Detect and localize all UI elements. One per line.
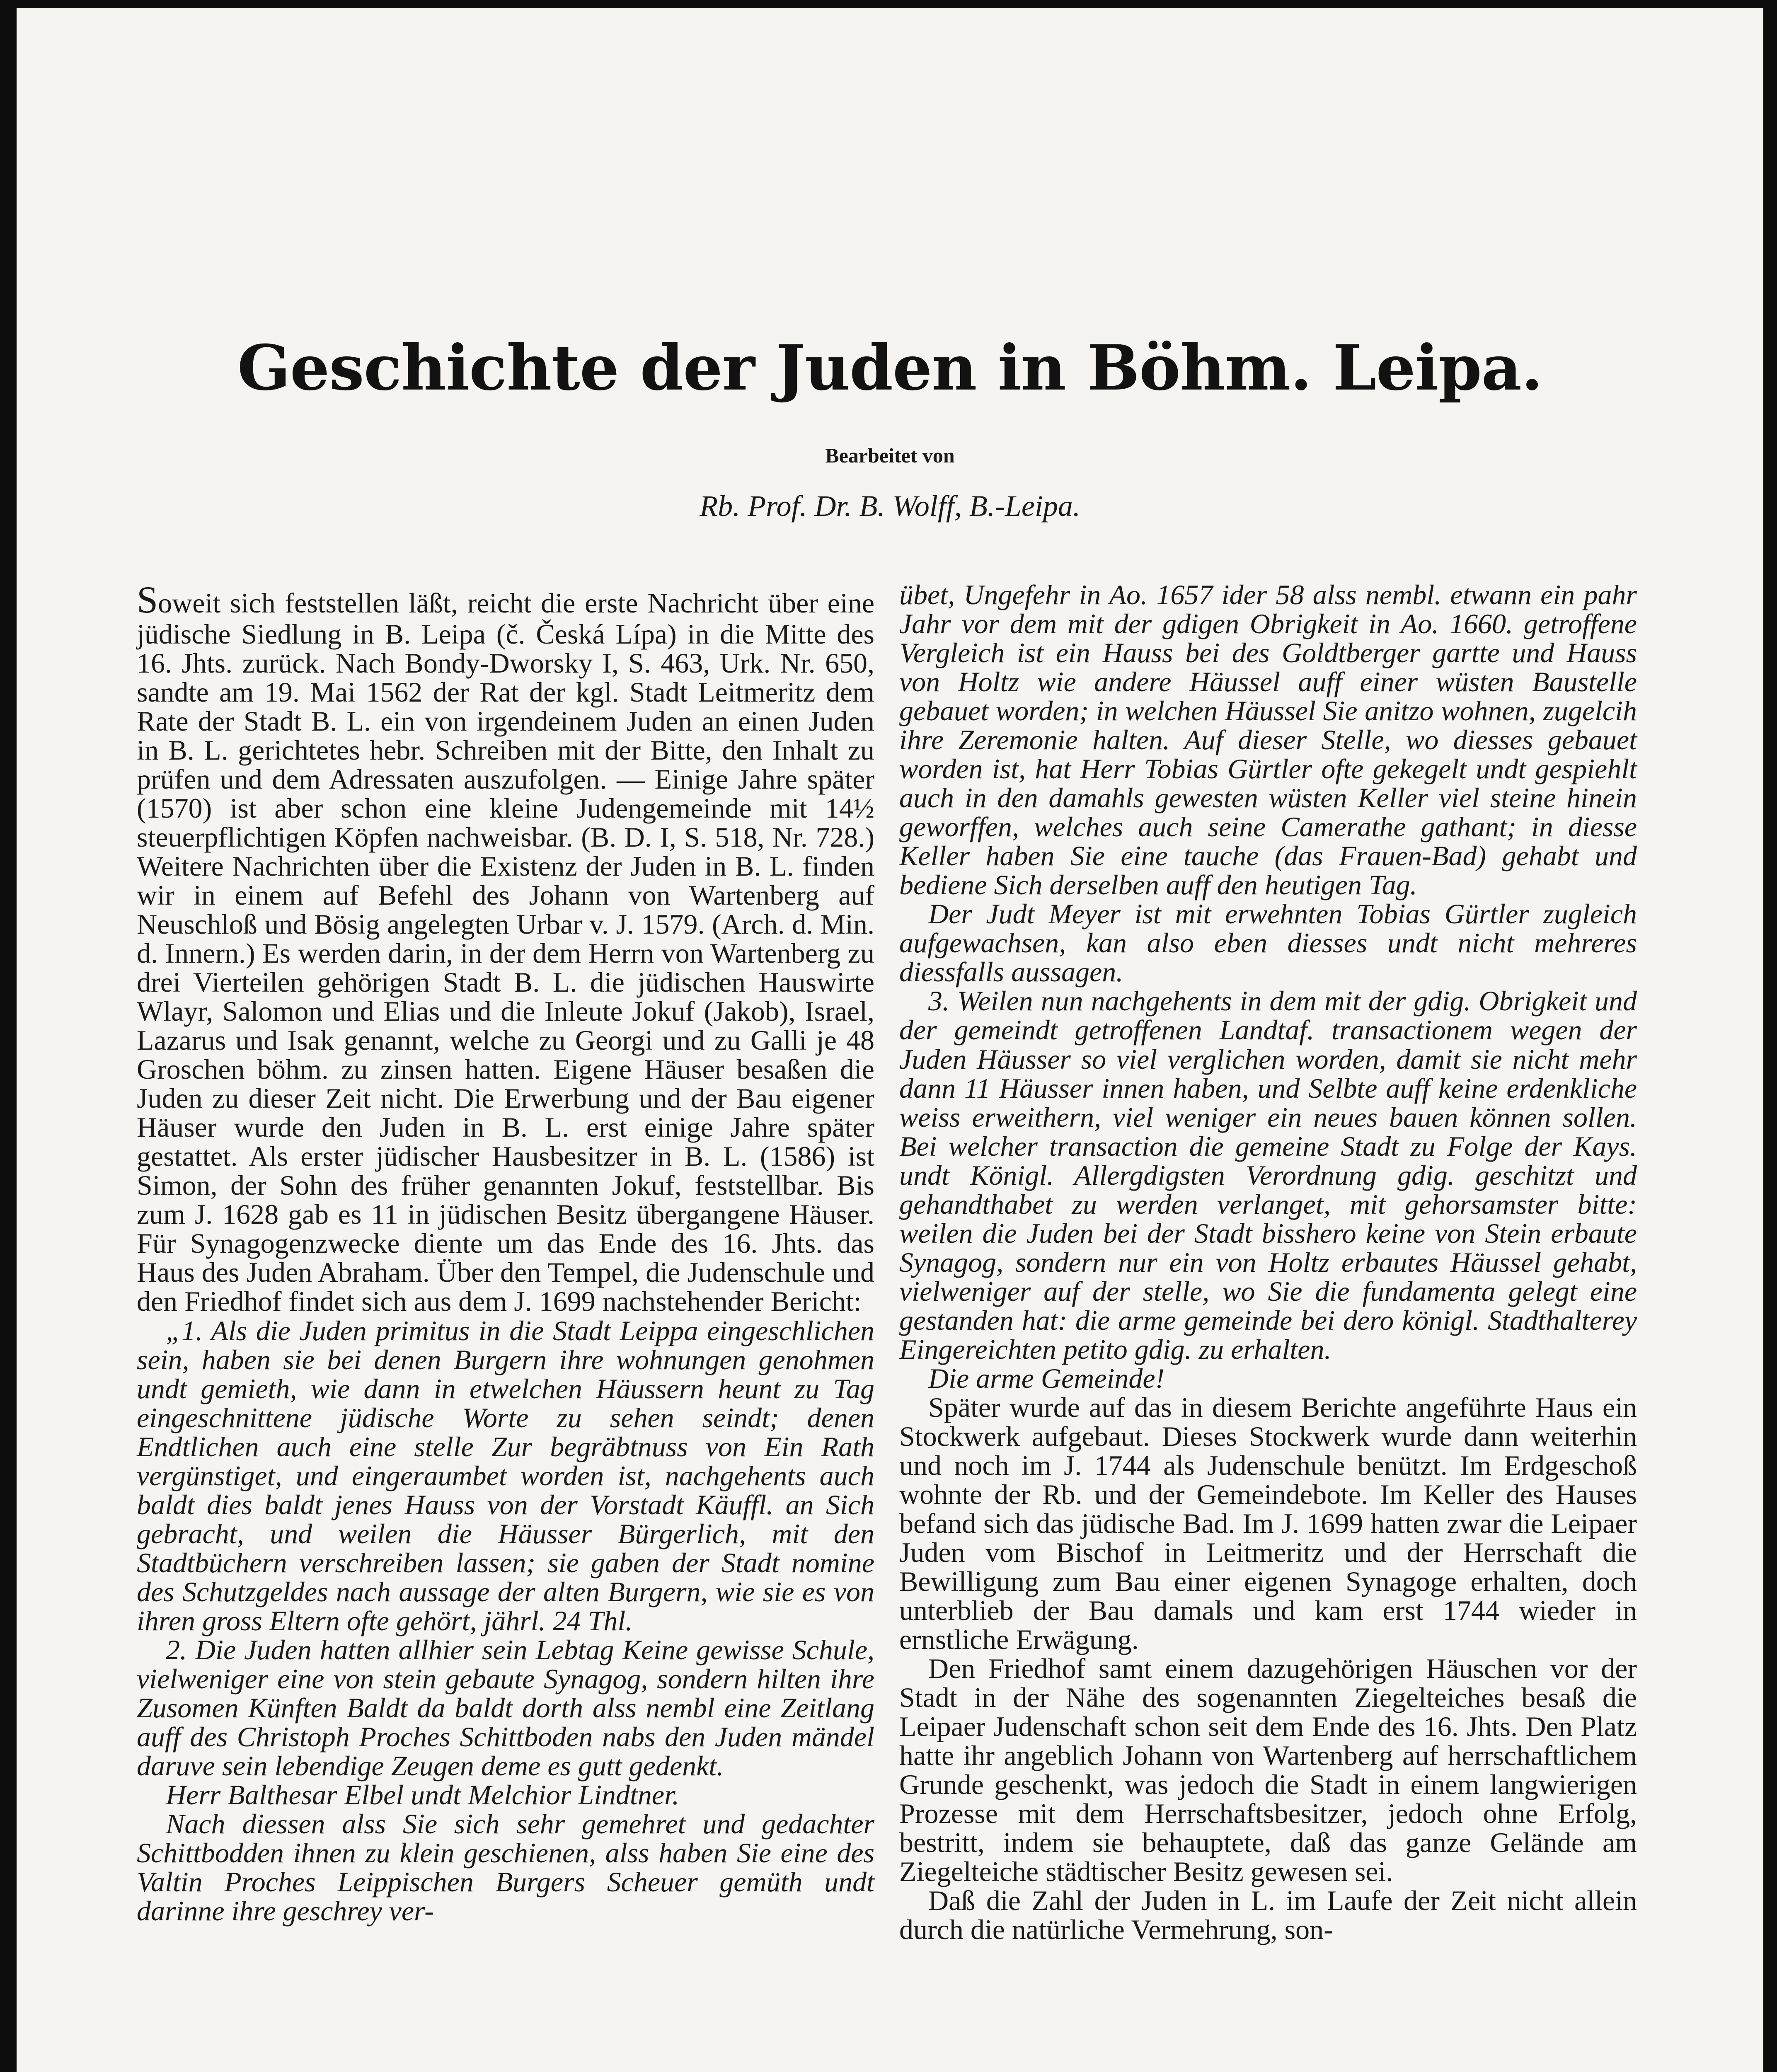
paragraph: Später wurde auf das in diesem Berichte angeführte Haus ein Stockwerk aufgebaut. Dieses Stockwerk wurde dann weiterhin und noch im J. 1744 als Judenschule benützt. Im Erdgeschoß wohnte der Rb. und der Gemeindebote. Im Keller des Hauses befand sich das jüdische Bad. Im J. 1699 hatten zwar die Leipaer Juden vom Bischof in Leitmeritz und der Herrschaft die Bewilligung zum Bau einer eigenen Synagoge erhalten, doch unterblieb der Bau damals und kam erst 1744 wieder in ernstliche Erwägung. [899, 1391, 1637, 1656]
right-column [899, 580, 1637, 1944]
paragraph: Den Friedhof samt einem dazugehörigen Häuschen vor der Stadt in der Nähe des sogenannten Ziegelteiches besaß die Leipaer Judenschaft schon seit dem Ende des 16. Jhts. Den Platz hatte ihr angeblich Johann von Wartenberg auf herrschaftlichem Grunde geschenkt, was jedoch die Stadt in einem langwierigen Prozesse mit dem Herrschaftsbesitzer, jedoch ohne Erfolg, bestritt, indem sie behauptete, daß das ganze Gelände am Ziegelteiche städtischer Besitz gewesen sei. [899, 1653, 1637, 1888]
paragraph: Nach diessen alss Sie sich sehr gemehret und gedachter Schittbodden ihnen zu klein geschienen, alss haben Sie eine des Valtin Proches Leippischen Burgers Scheuer gemüth undt darinne ihre geschrey ver- [137, 1808, 874, 1927]
paragraph: Daß die Zahl der Juden in L. im Laufe der Zeit nicht allein durch die natürliche Vermehrung, son- [899, 1885, 1637, 1946]
left-column [137, 580, 874, 1925]
paragraph: Die arme Gemeinde! [928, 1362, 1165, 1394]
article-author: Rb. Prof. Dr. B. Wolff, B.-Leipa. [700, 489, 1080, 523]
paragraph: übet, Ungefehr in Ao. 1657 ider 58 alss nembl. etwann ein pahr Jahr vor dem mit der gdigen Obrigkeit in Ao. 1660. getroffene Vergleich ist ein Hauss bei des Goldtberger gartte und Hauss von Holtz wie andere Häussel auff einer wüsten Baustelle gebauet worden; in welchen Häussel Sie anitzo wohnen, zugelcih ihre Zeremonie halten. Auf dieser Stelle, wo diesses gebauet worden ist, hat Herr Tobias Gürtler ofte gekegelt undt gespiehlt auch in den damahls gewesten wüsten Keller viel steine hinein geworffen, welches auch seine Camerathe gathant; in diesse Keller haben Sie eine tauche (das Frauen-Bad) gehabt und bediene Sich derselben auff den heutigen Tag. [899, 579, 1637, 901]
document-page [17, 8, 1763, 2072]
paragraph: „1. Als die Juden primitus in die Stadt Leippa eingeschlichen sein, haben sie bei denen Burgern ihre wohnungen genohmen undt gemieth, wie dann in etwelchen Häussern heunt zu Tag eingeschnittene jüdische Worte zu sehen seindt; denen Endtlichen auch eine stelle Zur begräbtnuss von Ein Rath vergünstiget, und eingeraumbet worden ist, nachgehents auch baldt dies baldt jenes Hauss von der Vorstadt Käuffl. an Sich gebracht, und weilen die Häusser Bürgerlich, mit den Stadtbüchern verschreiben lassen; sie gaben der Stadt nomine des Schutzgeldes nach aussage der alten Burgern, wie sie es von ihren gross Eltern ofte gehört, jährl. 24 Thl. [137, 1314, 874, 1636]
drop-cap: S [137, 579, 158, 621]
paragraph: 3. Weilen nun nachgehents in dem mit der gdig. Obrigkeit und der gemeindt getroffenen Landtaf. transactionem wegen der Juden Häusser so viel verglichen worden, damit sie nicht mehr dann 11 Häusser innen haben, und Selbte auff keine erdenkliche weiss erweithern, viel weniger ein neues bauen können sollen. Bei welcher transaction die gemeine Stadt zu Folge der Kays. undt Königl. Allergdigsten Verordnung gdig. geschitzt und gehandthabet zu werden verlanget, mit gehorsamster bitte: weilen die Juden bei der Stadt bisshero keine von Stein erbaute Synagog, sondern nur ein von Holtz erbautes Häussel gehabt, vielweniger auf der stelle, wo Sie die fundamenta gelegt eine gestanden hat: die arme gemeinde bei dero königl. Stadthalterey Eingereichten petito gdig. zu erhalten. [899, 985, 1637, 1365]
paragraph: Soweit sich feststellen läßt, reicht die erste Nachricht über eine jüdische Siedlung in B. Leipa (č. Česká Lípa) in die Mitte des 16. Jhts. zurück. Nach Bondy-Dworsky I, S. 463, Urk. Nr. 650, sandte am 19. Mai 1562 der Rat der kgl. Stadt Leitmeritz dem Rate der Stadt B. L. ein von irgendeinem Juden an einen Juden in B. L. gerichtetes hebr. Schreiben mit der Bitte, den Inhalt zu prüfen und dem Adressaten auszufolgen. — Einige Jahre später (1570) ist aber schon eine kleine Judengemeinde mit 14½ steuerpflichtigen Köpfen nachweisbar. (B. D. I, S. 518, Nr. 728.) Weitere Nachrichten über die Existenz der Juden in B. L. finden wir in einem auf Befehl des Johann von Wartenberg auf Neuschloß und Bösig angelegten Urbar v. J. 1579. (Arch. d. Min. d. Innern.) Es werden darin, in der dem Herrn von Wartenberg zu drei Vierteilen gehörigen Stadt B. L. die jüdischen Hauswirte Wlayr, Salomon und Elias und die Inleute Jokuf (Jakob), Israel, Lazarus und Isak genannt, welche zu Georgi und zu Galli je 48 Groschen böhm. zu zinsen hatten. Eigene Häuser besaßen die Juden zu dieser Zeit nicht. Die Erwerbung und der Bau eigener Häuser wurde den Juden in B. L. erst einige Jahre später gestattet. Als erster jüdischer Hausbesitzer in B. L. (1586) ist Simon, der Sohn des früher genannten Jokuf, feststellbar. Bis zum J. 1628 gab es 11 in jüdischen Besitz übergangene Häuser. Für Synagogenzwecke diente um das Ende des 16. Jhts. das Haus des Juden Abraham. Über den Tempel, die Judenschule und den Friedhof findet sich aus dem J. 1699 nachstehender Bericht: [137, 579, 874, 1317]
paragraph: Der Judt Meyer ist mit erwehnten Tobias Gürtler zugleich aufgewachsen, kan also eben diesses undt nicht mehreres diessfalls aussagen. [899, 898, 1637, 988]
paragraph: Herr Balthesar Elbel undt Melchior Lindtner. [166, 1779, 680, 1811]
paragraph: 2. Die Juden hatten allhier sein Lebtag Keine gewisse Schule, vielweniger eine von stein gebaute Synagog, sondern hilten ihre Zusomen Künften Baldt da baldt dorth alss nembl eine Zeitlang auff des Christoph Proches Schittboden nabs den Juden mändel daruve sein lebendige Zeugen deme es gutt gedenkt. [137, 1634, 874, 1782]
article-byline: Bearbeitet von [825, 444, 955, 467]
article-title: Geschichte der Juden in Böhm. Leipa. [237, 332, 1543, 404]
